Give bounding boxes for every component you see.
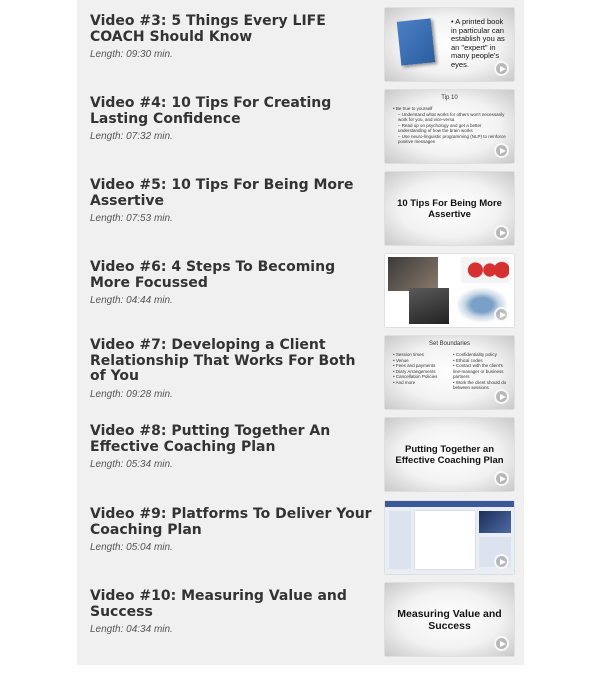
play-icon[interactable] (494, 307, 509, 322)
slide-line: • Session times (393, 352, 424, 357)
thumbnail-caption: 10 Tips For Being More Assertive (397, 197, 502, 220)
video-thumbnail[interactable] (385, 254, 514, 327)
video-title[interactable]: Video #9: Platforms To Deliver Your Coaching Plan (90, 506, 372, 538)
video-title[interactable]: Video #3: 5 Things Every LIFE COACH Should Know (90, 13, 326, 45)
video-item (90, 336, 515, 411)
video-item (90, 583, 515, 658)
play-icon[interactable] (494, 143, 509, 158)
video-title[interactable]: Video #7: Developing a Client Relationship That Works For Both of You (90, 337, 356, 384)
video-thumbnail[interactable] (385, 172, 514, 245)
video-length: Length: 07:32 min. (90, 131, 173, 142)
video-title[interactable]: Video #10: Measuring Value and Success (90, 588, 347, 620)
video-length: Length: 09:30 min. (90, 49, 173, 60)
play-icon[interactable] (494, 225, 509, 240)
video-item (90, 254, 515, 329)
play-icon[interactable] (494, 61, 509, 76)
video-thumbnail[interactable] (385, 583, 514, 656)
video-item (90, 8, 515, 83)
video-thumbnail[interactable] (385, 336, 514, 409)
slide-heading: Set Boundaries (428, 341, 471, 347)
video-info (90, 507, 372, 553)
slide-line: • Work the client should do between sessions (453, 379, 507, 390)
video-length: Length: 07:53 min. (90, 213, 173, 224)
slide-line: • Fees and payments (393, 363, 436, 368)
slide-line: – Read up on psychology and get a better understanding of how the brain works (398, 122, 482, 133)
video-item (90, 90, 515, 165)
slide-line: • Contact with the client's line-manager or business partners (453, 363, 504, 379)
play-icon[interactable] (494, 636, 509, 651)
video-length: Length: 05:34 min. (90, 459, 173, 470)
video-title[interactable]: Video #5: 10 Tips For Being More Assertive (90, 177, 354, 209)
video-title[interactable]: Video #4: 10 Tips For Creating Lasting Confidence (90, 95, 332, 127)
slide-line: • Confidentiality policy (453, 352, 497, 357)
slide-line: • And more (393, 379, 416, 385)
photo-group-image (461, 257, 509, 283)
slide-line: • Ethical codes (453, 357, 483, 363)
video-item (90, 172, 515, 247)
thumbnail-caption: Putting Together an Effective Coaching Plan (395, 443, 504, 466)
slide-line: • Venue (393, 357, 409, 363)
video-length: Length: 04:34 min. (90, 624, 173, 635)
slide-heading: Tip 10 (441, 95, 458, 101)
slide-line: • Diary Arrangements (393, 368, 436, 374)
video-thumbnail[interactable] (385, 418, 514, 491)
video-item (90, 501, 515, 576)
play-icon[interactable] (494, 389, 509, 404)
video-thumbnail[interactable] (385, 501, 514, 574)
play-icon[interactable] (494, 554, 509, 569)
video-info (90, 338, 372, 400)
video-length: Length: 04:44 min. (90, 295, 173, 306)
play-icon[interactable] (494, 471, 509, 486)
video-thumbnail[interactable] (385, 90, 514, 163)
video-title[interactable]: Video #6: 4 Steps To Becoming More Focussed (90, 259, 336, 291)
book-icon (397, 18, 435, 65)
video-info (90, 589, 372, 635)
video-title[interactable]: Video #8: Putting Together An Effective Coaching Plan (90, 423, 331, 455)
thumbnail-caption: • A printed book in particular can establish you as an "expert" in many people's eyes. (451, 17, 505, 69)
video-info (90, 424, 372, 470)
video-info (90, 96, 372, 142)
photo-phone-image (409, 288, 449, 324)
photo-person-image (388, 257, 438, 291)
thumbnail-caption: Measuring Value and Success (397, 607, 502, 632)
slide-line: – Use neuro-linguistic programming (NLP) to reinforce positive messages (398, 133, 506, 144)
slide-line: • Cancellation Policies (393, 374, 438, 379)
video-length: Length: 09:28 min. (90, 388, 173, 400)
slide-line: • Be true to yourself (393, 106, 433, 111)
slide-right-column (453, 352, 508, 391)
video-thumbnail[interactable] (385, 8, 514, 81)
slide-bullets (393, 106, 506, 145)
video-info (90, 260, 372, 306)
video-length: Length: 05:04 min. (90, 542, 173, 553)
video-info (90, 14, 372, 60)
slide-left-column (393, 352, 448, 385)
slide-line: – Understand what works for others won't necessarily work for you, and vice-versa (398, 111, 505, 122)
video-info (90, 178, 372, 224)
video-item (90, 418, 515, 493)
